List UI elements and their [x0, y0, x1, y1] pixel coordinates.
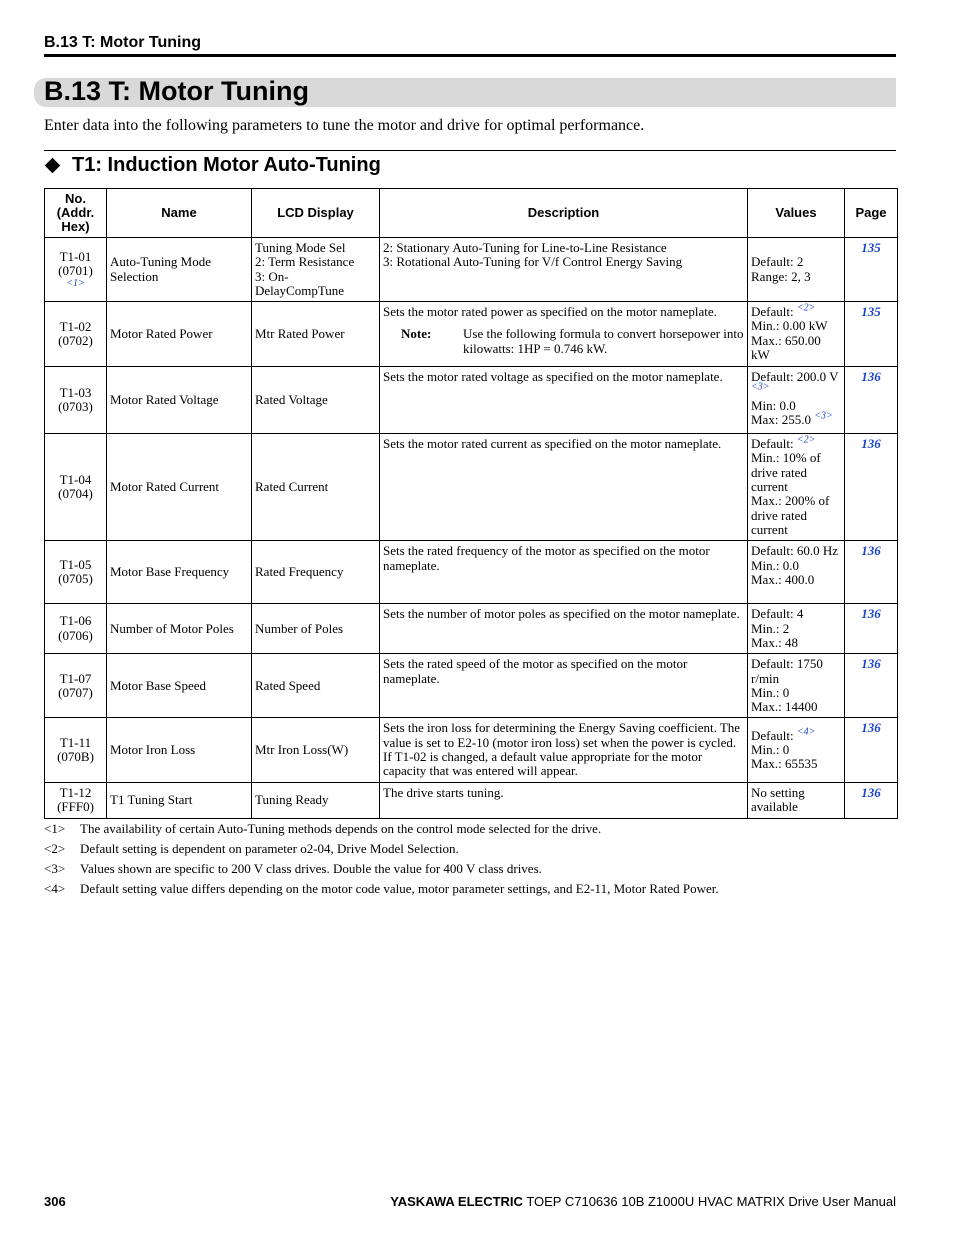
table-row: [45, 604, 898, 654]
section-title: B.13 T: Motor Tuning: [44, 76, 309, 106]
range-values: Min.: 0 Max.: 65535: [751, 741, 818, 772]
param-id: T1-03: [59, 384, 92, 400]
footnote-key: <4>: [44, 881, 66, 896]
param-name: Auto-Tuning Mode Selection: [107, 238, 252, 302]
header-page: Page: [845, 189, 898, 238]
footnote-ref-link[interactable]: <2>: [796, 434, 816, 446]
footnote-text: The availability of certain Auto-Tuning methods depends on the control mode selected for the drive.: [80, 821, 602, 836]
param-number: [45, 541, 107, 604]
footnote: [44, 881, 896, 901]
footer-manual-title: [390, 1194, 896, 1209]
param-address: (0701): [58, 263, 93, 279]
param-address: (0705): [58, 571, 93, 587]
param-values: Default: 60.0 Hz Min.: 0.0 Max.: 400.0: [748, 541, 845, 604]
subsection-rule: [44, 150, 896, 151]
page-number: 306: [44, 1194, 66, 1209]
header-name: Name: [107, 189, 252, 238]
note-block: [383, 327, 744, 356]
param-id: T1-04: [59, 471, 92, 487]
param-address: (0707): [58, 684, 93, 700]
lcd-display: Mtr Rated Power: [252, 302, 380, 367]
param-id: T1-01: [59, 248, 92, 264]
param-description: 2: Stationary Auto-Tuning for Line-to-Line Resistance 3: Rotational Auto-Tuning for V/f Control Energy Saving: [380, 238, 748, 302]
page-link[interactable]: 136: [845, 718, 898, 782]
lcd-display: Rated Current: [252, 434, 380, 541]
range-values: Min.: 10% of drive rated current Max.: 200% of drive rated current: [751, 450, 830, 537]
table-row: [45, 654, 898, 718]
page-link[interactable]: 136: [845, 434, 898, 541]
table-row: [45, 541, 898, 604]
header-no: No. (Addr. Hex): [45, 189, 107, 238]
param-values: [748, 302, 845, 367]
default-value: [751, 302, 841, 320]
max-value: [751, 410, 841, 428]
param-id: T1-11: [59, 734, 92, 750]
subsection-title: T1: Induction Motor Auto-Tuning: [72, 154, 381, 176]
param-address: (0706): [58, 627, 93, 643]
lcd-display: Rated Voltage: [252, 367, 380, 434]
footnote-ref-link[interactable]: <2>: [796, 302, 816, 314]
table-row: [45, 718, 898, 782]
page-link[interactable]: 135: [845, 238, 898, 302]
footnote-ref-link[interactable]: <3>: [814, 410, 833, 422]
param-description: Sets the rated speed of the motor as specified on the motor nameplate.: [380, 654, 748, 718]
default-value: [751, 370, 841, 399]
footer-manual: TOEP C710636 10B Z1000U HVAC MATRIX Drive User Manual: [526, 1194, 896, 1209]
footnotes: [44, 821, 896, 901]
description-text: Sets the motor rated power as specified on the motor nameplate.: [383, 304, 717, 320]
footnote: [44, 841, 896, 861]
default-value: [751, 434, 841, 452]
param-description: Sets the motor rated voltage as specified on the motor nameplate.: [380, 367, 748, 434]
param-name: T1 Tuning Start: [107, 782, 252, 818]
page-link[interactable]: 135: [845, 302, 898, 367]
footer-brand: YASKAWA ELECTRIC: [390, 1194, 523, 1209]
table-row: [45, 782, 898, 818]
param-address: (FFF0): [57, 799, 94, 815]
lcd-display: Number of Poles: [252, 604, 380, 654]
page-link[interactable]: 136: [845, 604, 898, 654]
lcd-display: Tuning Ready: [252, 782, 380, 818]
param-number: [45, 434, 107, 541]
lcd-display: Rated Speed: [252, 654, 380, 718]
diamond-bullet-icon: [45, 158, 61, 174]
footnote-text: Default setting is dependent on parameter o2-04, Drive Model Selection.: [80, 841, 459, 856]
lcd-display: Tuning Mode Sel 2: Term Resistance 3: On-DelayCompTune: [252, 238, 380, 302]
default-label: Default: 200.0 V: [751, 369, 839, 385]
footnote-key: <3>: [44, 861, 66, 876]
page-link[interactable]: 136: [845, 541, 898, 604]
param-name: Motor Rated Voltage: [107, 367, 252, 434]
note-text: Use the following formula to convert horsepower into kilowatts: 1HP = 0.746 kW.: [463, 326, 744, 356]
param-number: [45, 302, 107, 367]
footnote-text: Values shown are specific to 200 V class drives. Double the value for 400 V class drives.: [80, 861, 542, 876]
table-row: [45, 302, 898, 367]
param-description: The drive starts tuning.: [380, 782, 748, 818]
param-number: [45, 238, 107, 302]
param-values: No setting available: [748, 782, 845, 818]
table-row: [45, 367, 898, 434]
footnote-key: <2>: [44, 841, 66, 856]
range-values: Min.: 0.00 kW Max.: 650.00 kW: [751, 318, 828, 363]
param-description: Sets the iron loss for determining the Energy Saving coefficient. The value is set to E2-10 (motor iron loss) set when the power is cycled. If T1-02 is changed, a default value appropriate for the motor capacity that was entered will appear.: [380, 718, 748, 782]
param-number: [45, 367, 107, 434]
param-name: Motor Base Frequency: [107, 541, 252, 604]
page-link[interactable]: 136: [845, 367, 898, 434]
param-values: [748, 718, 845, 782]
param-number: [45, 782, 107, 818]
param-address: (0704): [58, 486, 93, 502]
param-id: T1-12: [59, 784, 92, 800]
footnote-ref-link[interactable]: <3>: [751, 382, 770, 394]
page-link[interactable]: 136: [845, 782, 898, 818]
table-row: [45, 434, 898, 541]
param-values: [748, 434, 845, 541]
header-description: Description: [380, 189, 748, 238]
header-lcd: LCD Display: [252, 189, 380, 238]
param-values: Default: 1750 r/min Min.: 0 Max.: 14400: [748, 654, 845, 718]
param-id: T1-02: [59, 318, 92, 334]
param-description: Sets the number of motor poles as specified on the motor nameplate.: [380, 604, 748, 654]
footnote-text: Default setting value differs depending on the motor code value, motor parameter settings, and E2-11, Motor Rated Power.: [80, 881, 719, 896]
footnote: [44, 821, 896, 841]
param-name: Motor Rated Current: [107, 434, 252, 541]
min-value: Min: 0.0: [751, 397, 796, 413]
header-values: Values: [748, 189, 845, 238]
footnote-ref-link[interactable]: <4>: [796, 726, 816, 738]
param-description: Sets the motor rated current as specified on the motor nameplate.: [380, 434, 748, 541]
default-label: Default:: [751, 436, 794, 452]
param-values: Default: 2 Range: 2, 3: [748, 238, 845, 302]
lcd-display: Rated Frequency: [252, 541, 380, 604]
page-link[interactable]: 136: [845, 654, 898, 718]
param-description: Sets the rated frequency of the motor as specified on the motor nameplate.: [380, 541, 748, 604]
footnote-ref-link[interactable]: <1>: [66, 278, 85, 290]
lcd-display: Mtr Iron Loss(W): [252, 718, 380, 782]
param-id: T1-06: [59, 613, 92, 629]
max-label: Max: 255.0: [751, 412, 811, 428]
footnote: [44, 861, 896, 881]
default-label: Default:: [751, 304, 794, 320]
param-address: (0702): [58, 333, 93, 349]
intro-paragraph: Enter data into the following parameters to tune the motor and drive for optimal performance.: [44, 117, 645, 134]
header-rule: [44, 54, 896, 57]
param-values: Default: 4 Min.: 2 Max.: 48: [748, 604, 845, 654]
note-label: Note:: [401, 326, 432, 342]
param-name: Number of Motor Poles: [107, 604, 252, 654]
param-number: [45, 718, 107, 782]
param-name: Motor Base Speed: [107, 654, 252, 718]
param-id: T1-07: [59, 670, 92, 686]
footnote-key: <1>: [44, 821, 66, 836]
param-number: [45, 604, 107, 654]
parameter-table: [44, 188, 898, 819]
param-address: (070B): [57, 749, 94, 765]
param-values: [748, 367, 845, 434]
default-label: Default:: [751, 727, 794, 743]
table-row: [45, 238, 898, 302]
subsection-heading: [44, 154, 381, 177]
param-description: [380, 302, 748, 367]
param-id: T1-05: [59, 556, 92, 572]
param-address: (0703): [58, 399, 93, 415]
default-value: [751, 726, 841, 743]
param-name: Motor Iron Loss: [107, 718, 252, 782]
running-header: B.13 T: Motor Tuning: [44, 34, 202, 51]
param-name: Motor Rated Power: [107, 302, 252, 367]
param-number: [45, 654, 107, 718]
